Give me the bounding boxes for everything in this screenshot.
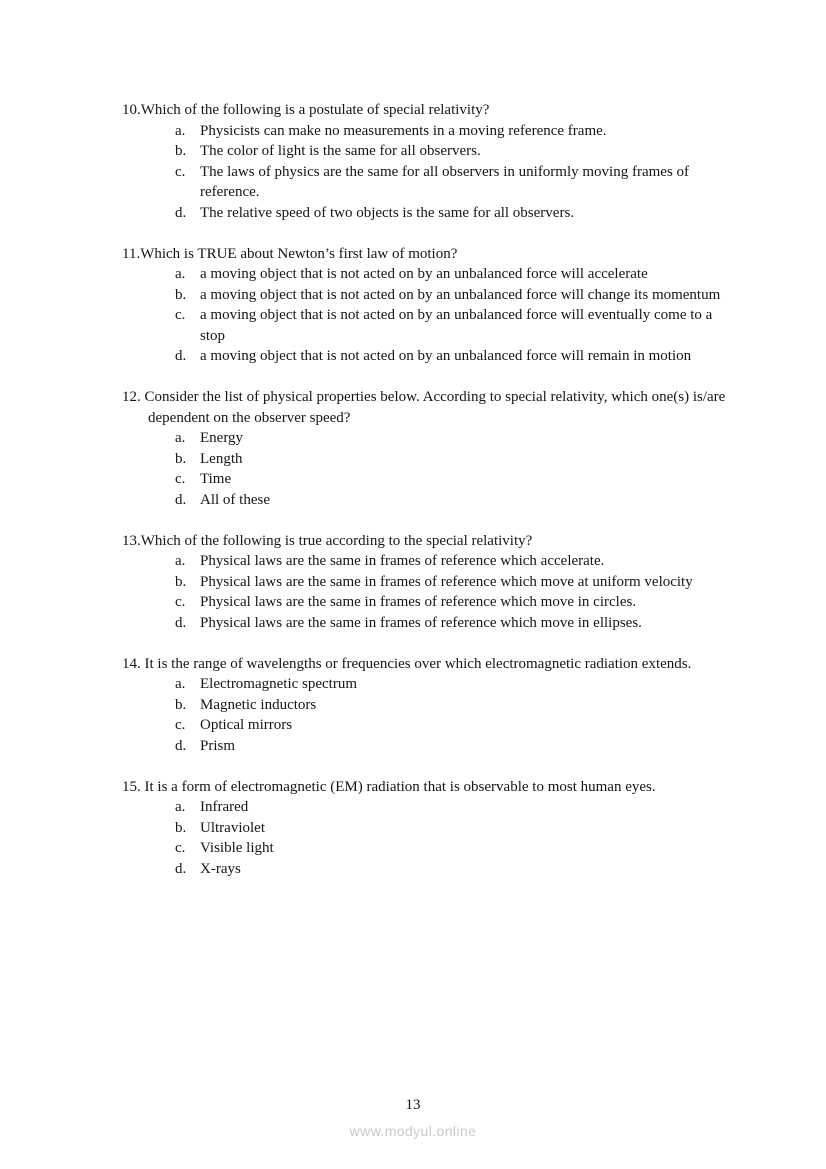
options [175,264,730,367]
option-letter: c. [175,594,186,610]
answer-option [175,428,730,449]
option-text: X-rays [200,860,241,877]
page-footer [0,1095,826,1141]
options [175,428,730,510]
page-number: 13 [405,1097,421,1113]
answer-option [175,715,730,736]
option-letter: d. [175,737,187,754]
option-letter: a. [175,799,186,815]
answer-option [175,449,730,470]
question-text: Which of the following is a postulate of special relativity? [140,102,490,118]
question-number: 13. [122,532,141,549]
option-text: Physical laws are the same in frames of reference which move at uniform velocity [200,573,693,590]
option-letter: c. [175,717,186,733]
answer-option [175,592,730,613]
option-text: Visible light [200,840,274,856]
options [175,797,730,879]
answer-option [175,141,730,162]
question-number: 12. [122,389,141,405]
answer-option [175,346,730,367]
answer-option [175,469,730,490]
option-letter: a. [175,266,186,282]
option-text: a moving object that is not acted on by an unbalanced force will remain in motion [200,348,692,364]
question-number: 11. [122,245,141,262]
option-letter: b. [175,819,187,836]
answer-option [175,859,730,880]
option-text: The relative speed of two objects is the same for all observers. [200,204,575,221]
answer-option [175,613,730,634]
option-letter: c. [175,840,186,856]
option-text: Prism [200,737,236,754]
question [0,654,730,757]
answer-option [175,797,730,818]
question-head [122,531,730,552]
question-head [122,654,730,675]
option-letter: a. [175,553,186,569]
question-list [0,100,730,879]
question-number: 15. [122,778,141,795]
option-letter: a. [175,676,186,692]
watermark-text: www.modyul.online [349,1122,477,1139]
option-letter: d. [175,860,187,877]
options [175,674,730,756]
option-letter: d. [175,491,187,508]
option-text: Magnetic inductors [200,696,317,713]
option-text: Ultraviolet [200,819,265,836]
answer-option [175,162,730,203]
option-text: a moving object that is not acted on by an unbalanced force will change its momentum [200,286,721,303]
option-letter: c. [175,471,186,487]
question-head [122,777,730,798]
option-letter: a. [175,430,186,446]
answer-option [175,818,730,839]
question [0,531,730,634]
question-text: Which of the following is true according to the special relativity? [140,532,533,549]
question [0,244,730,367]
answer-option [175,203,730,224]
answer-option [175,572,730,593]
answer-option [175,264,730,285]
answer-option [175,551,730,572]
question-head [122,387,730,428]
option-text: Physical laws are the same in frames of reference which accelerate. [200,553,605,569]
answer-option [175,736,730,757]
option-letter: d. [175,348,187,364]
option-letter: b. [175,143,187,159]
option-letter: b. [175,450,187,467]
answer-option [175,121,730,142]
question [0,100,730,223]
question-number: 14. [122,655,141,672]
answer-option [175,674,730,695]
option-text: Time [200,471,232,487]
option-letter: b. [175,286,187,303]
options [175,551,730,633]
option-letter: b. [175,573,187,590]
option-text: a moving object that is not acted on by an unbalanced force will accelerate [200,266,648,282]
option-letter: c. [175,163,186,180]
question-text: Consider the list of physical properties below. According to special relativity, which one(s) is/are dependent on the observer speed? [140,389,726,426]
option-text: Physical laws are the same in frames of reference which move in ellipses. [200,614,642,631]
option-text: The laws of physics are the same for all observers in uniformly moving frames of reference. [200,163,690,200]
question-number: 10. [122,102,141,118]
option-letter: a. [175,122,186,139]
option-text: Energy [200,430,244,446]
answer-option [175,695,730,716]
option-letter: c. [175,307,186,323]
option-text: Infrared [200,799,249,815]
option-letter: d. [175,614,187,631]
question [0,387,730,510]
option-text: All of these [200,491,270,508]
options [175,121,730,224]
option-text: Electromagnetic spectrum [200,676,358,692]
option-text: The color of light is the same for all observers. [200,143,481,159]
answer-option [175,490,730,511]
question [0,777,730,880]
option-letter: d. [175,204,187,221]
option-text: Length [200,450,243,467]
option-letter: b. [175,696,187,713]
answer-option [175,285,730,306]
option-text: Optical mirrors [200,717,293,733]
option-text: a moving object that is not acted on by an unbalanced force will eventually come to a stop [200,307,713,344]
answer-option [175,838,730,859]
question-head [122,244,730,265]
answer-option [175,305,730,346]
question-head [122,100,730,121]
option-text: Physical laws are the same in frames of reference which move in circles. [200,594,637,610]
question-text: It is a form of electromagnetic (EM) radiation that is observable to most human eyes. [140,778,656,795]
option-text: Physicists can make no measurements in a moving reference frame. [200,122,607,139]
question-text: Which is TRUE about Newton’s first law of motion? [140,245,458,262]
question-text: It is the range of wavelengths or frequencies over which electromagnetic radiation extends. [140,655,692,672]
